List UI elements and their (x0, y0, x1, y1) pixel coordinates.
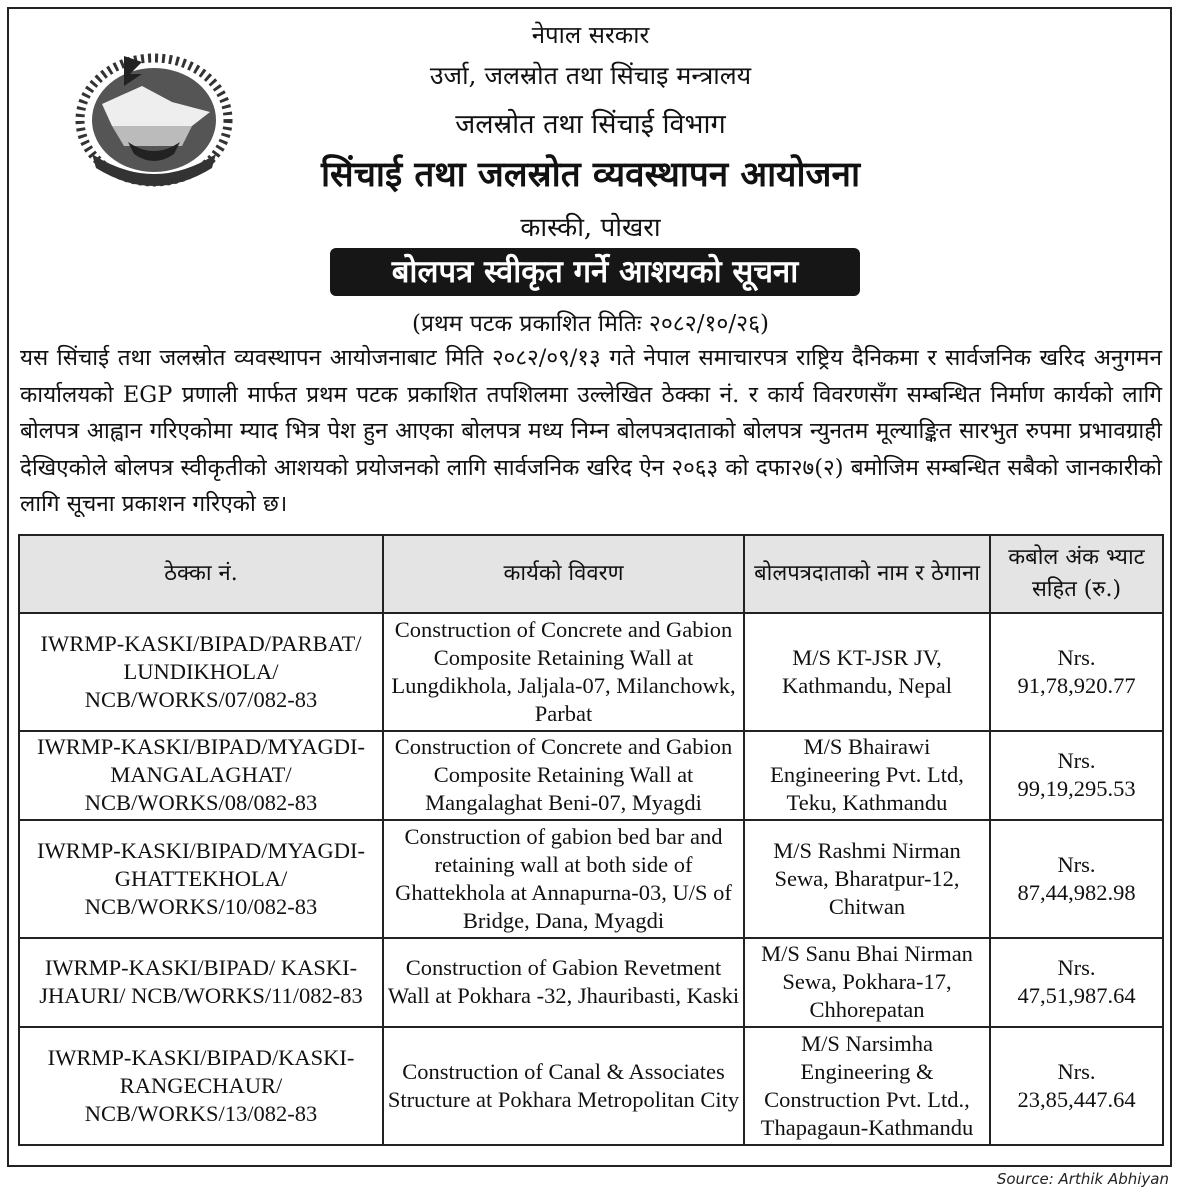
contract-no-cell: IWRMP-KASKI/BIPAD/ KASKI-JHAURI/ NCB/WORKS/11/082-83 (19, 938, 383, 1027)
table-row (19, 820, 1163, 938)
table-row (19, 1027, 1163, 1145)
first-published-date: (प्रथम पटक प्रकाशित मितिः २०८२/१०/२६) (411, 311, 770, 337)
department-title: जलस्रोत तथा सिंचाई विभाग (455, 109, 726, 140)
header-description: कार्यको विवरण (383, 535, 744, 613)
currency-label: Nrs. (1057, 644, 1096, 670)
amount-cell (990, 820, 1163, 938)
description-cell: Construction of Canal & Associates Structure at Pokhara Metropolitan City (383, 1027, 744, 1145)
notice-body: यस सिंचाई तथा जलस्रोत व्यवस्थापन आयोजनाबाट मिति २०८२/०९/१३ गते नेपाल समाचारपत्र राष्ट्रिय दैनिकमा र सार्वजनिक खरिद अनुगमन कार्यालयको EGP प्रणाली मार्फत प्रथम पटक प्रकाशित तपशिलमा उल्लेखित ठेक्का नं. र कार्य विवरणसँग सम्बन्धित निर्माण कार्यको लागि बोलपत्र आह्वान गरिएकोमा म्याद भित्र पेश हुन आएका बोलपत्र मध्य निम्न बोलपत्रदाताको बोलपत्र न्युनतम मूल्याङ्कित सारभुत रुपमा प्रभावग्राही देखिएकोले बोलपत्र स्वीकृतीको आशयको प्रयोजनको लागि सार्वजनिक खरिद ऐन २०६३ को दफा२७(२) बमोजिम सम्बन्धित सबैको जानकारीको लागि सूचना प्रकाशन गरिएको छ। (20, 345, 1162, 517)
amount-cell (990, 731, 1163, 820)
table-header-row (19, 535, 1163, 613)
amount-value: 91,78,920.77 (1017, 672, 1136, 698)
amount-value: 23,85,447.64 (1017, 1086, 1136, 1112)
currency-label: Nrs. (1057, 748, 1096, 774)
amount-cell (990, 1027, 1163, 1145)
bidder-cell: M/S Narsimha Engineering & Construction Pvt. Ltd., Thapagaun-Kathmandu (744, 1027, 990, 1145)
bidder-cell: M/S KT-JSR JV, Kathmandu, Nepal (744, 613, 990, 731)
table-row (19, 938, 1163, 1027)
table-row (19, 731, 1163, 820)
bidder-cell: M/S Sanu Bhai Nirman Sewa, Pokhara-17, Chhorepatan (744, 938, 990, 1027)
ministry-title: उर्जा, जलस्रोत तथा सिंचाइ मन्त्रालय (429, 61, 752, 90)
contract-no-cell: IWRMP-KASKI/BIPAD/MYAGDI-GHATTEKHOLA/ NCB/WORKS/10/082-83 (19, 820, 383, 938)
description-cell: Construction of Gabion Revetment Wall at Pokhara -32, Jhauribasti, Kaski (383, 938, 744, 1027)
bidder-cell: M/S Bhairawi Engineering Pvt. Ltd, Teku, Kathmandu (744, 731, 990, 820)
currency-label: Nrs. (1057, 851, 1096, 877)
contract-table (18, 534, 1164, 1146)
source-credit: Source: Arthik Abhiyan (996, 1170, 1169, 1188)
amount-value: 87,44,982.98 (1017, 879, 1136, 905)
notice-title-banner: बोलपत्र स्वीकृत गर्ने आशयको सूचना (330, 248, 860, 296)
currency-label: Nrs. (1057, 1058, 1096, 1084)
amount-value: 99,19,295.53 (1017, 776, 1136, 802)
contract-no-cell: IWRMP-KASKI/BIPAD/PARBAT/ LUNDIKHOLA/ NCB/WORKS/07/082-83 (19, 613, 383, 731)
header-amount: कबोल अंक भ्याट सहित (रु.) (990, 535, 1163, 613)
header-bidder: बोलपत्रदाताको नाम र ठेगाना (744, 535, 990, 613)
contract-no-cell: IWRMP-KASKI/BIPAD/KASKI-RANGECHAUR/ NCB/WORKS/13/082-83 (19, 1027, 383, 1145)
amount-value: 47,51,987.64 (1017, 983, 1136, 1009)
amount-cell (990, 613, 1163, 731)
table-row (19, 613, 1163, 731)
currency-label: Nrs. (1057, 955, 1096, 981)
amount-cell (990, 938, 1163, 1027)
project-title: सिंचाई तथा जलस्रोत व्यवस्थापन आयोजना (320, 154, 861, 195)
government-title: नेपाल सरकार (531, 21, 650, 49)
bidder-cell: M/S Rashmi Nirman Sewa, Bharatpur-12, Chitwan (744, 820, 990, 938)
contract-no-cell: IWRMP-KASKI/BIPAD/MYAGDI-MANGALAGHAT/ NCB/WORKS/08/082-83 (19, 731, 383, 820)
description-cell: Construction of Concrete and Gabion Composite Retaining Wall at Lungdikhola, Jaljala-07, Milanchowk, Parbat (383, 613, 744, 731)
description-cell: Construction of gabion bed bar and retaining wall at both side of Ghattekhola at Annapurna-03, U/S of Bridge, Dana, Myagdi (383, 820, 744, 938)
location-title: कास्की, पोखरा (520, 213, 661, 243)
header-contract-no: ठेक्का नं. (19, 535, 383, 613)
description-cell: Construction of Concrete and Gabion Composite Retaining Wall at Mangalaghat Beni-07, Myagdi (383, 731, 744, 820)
